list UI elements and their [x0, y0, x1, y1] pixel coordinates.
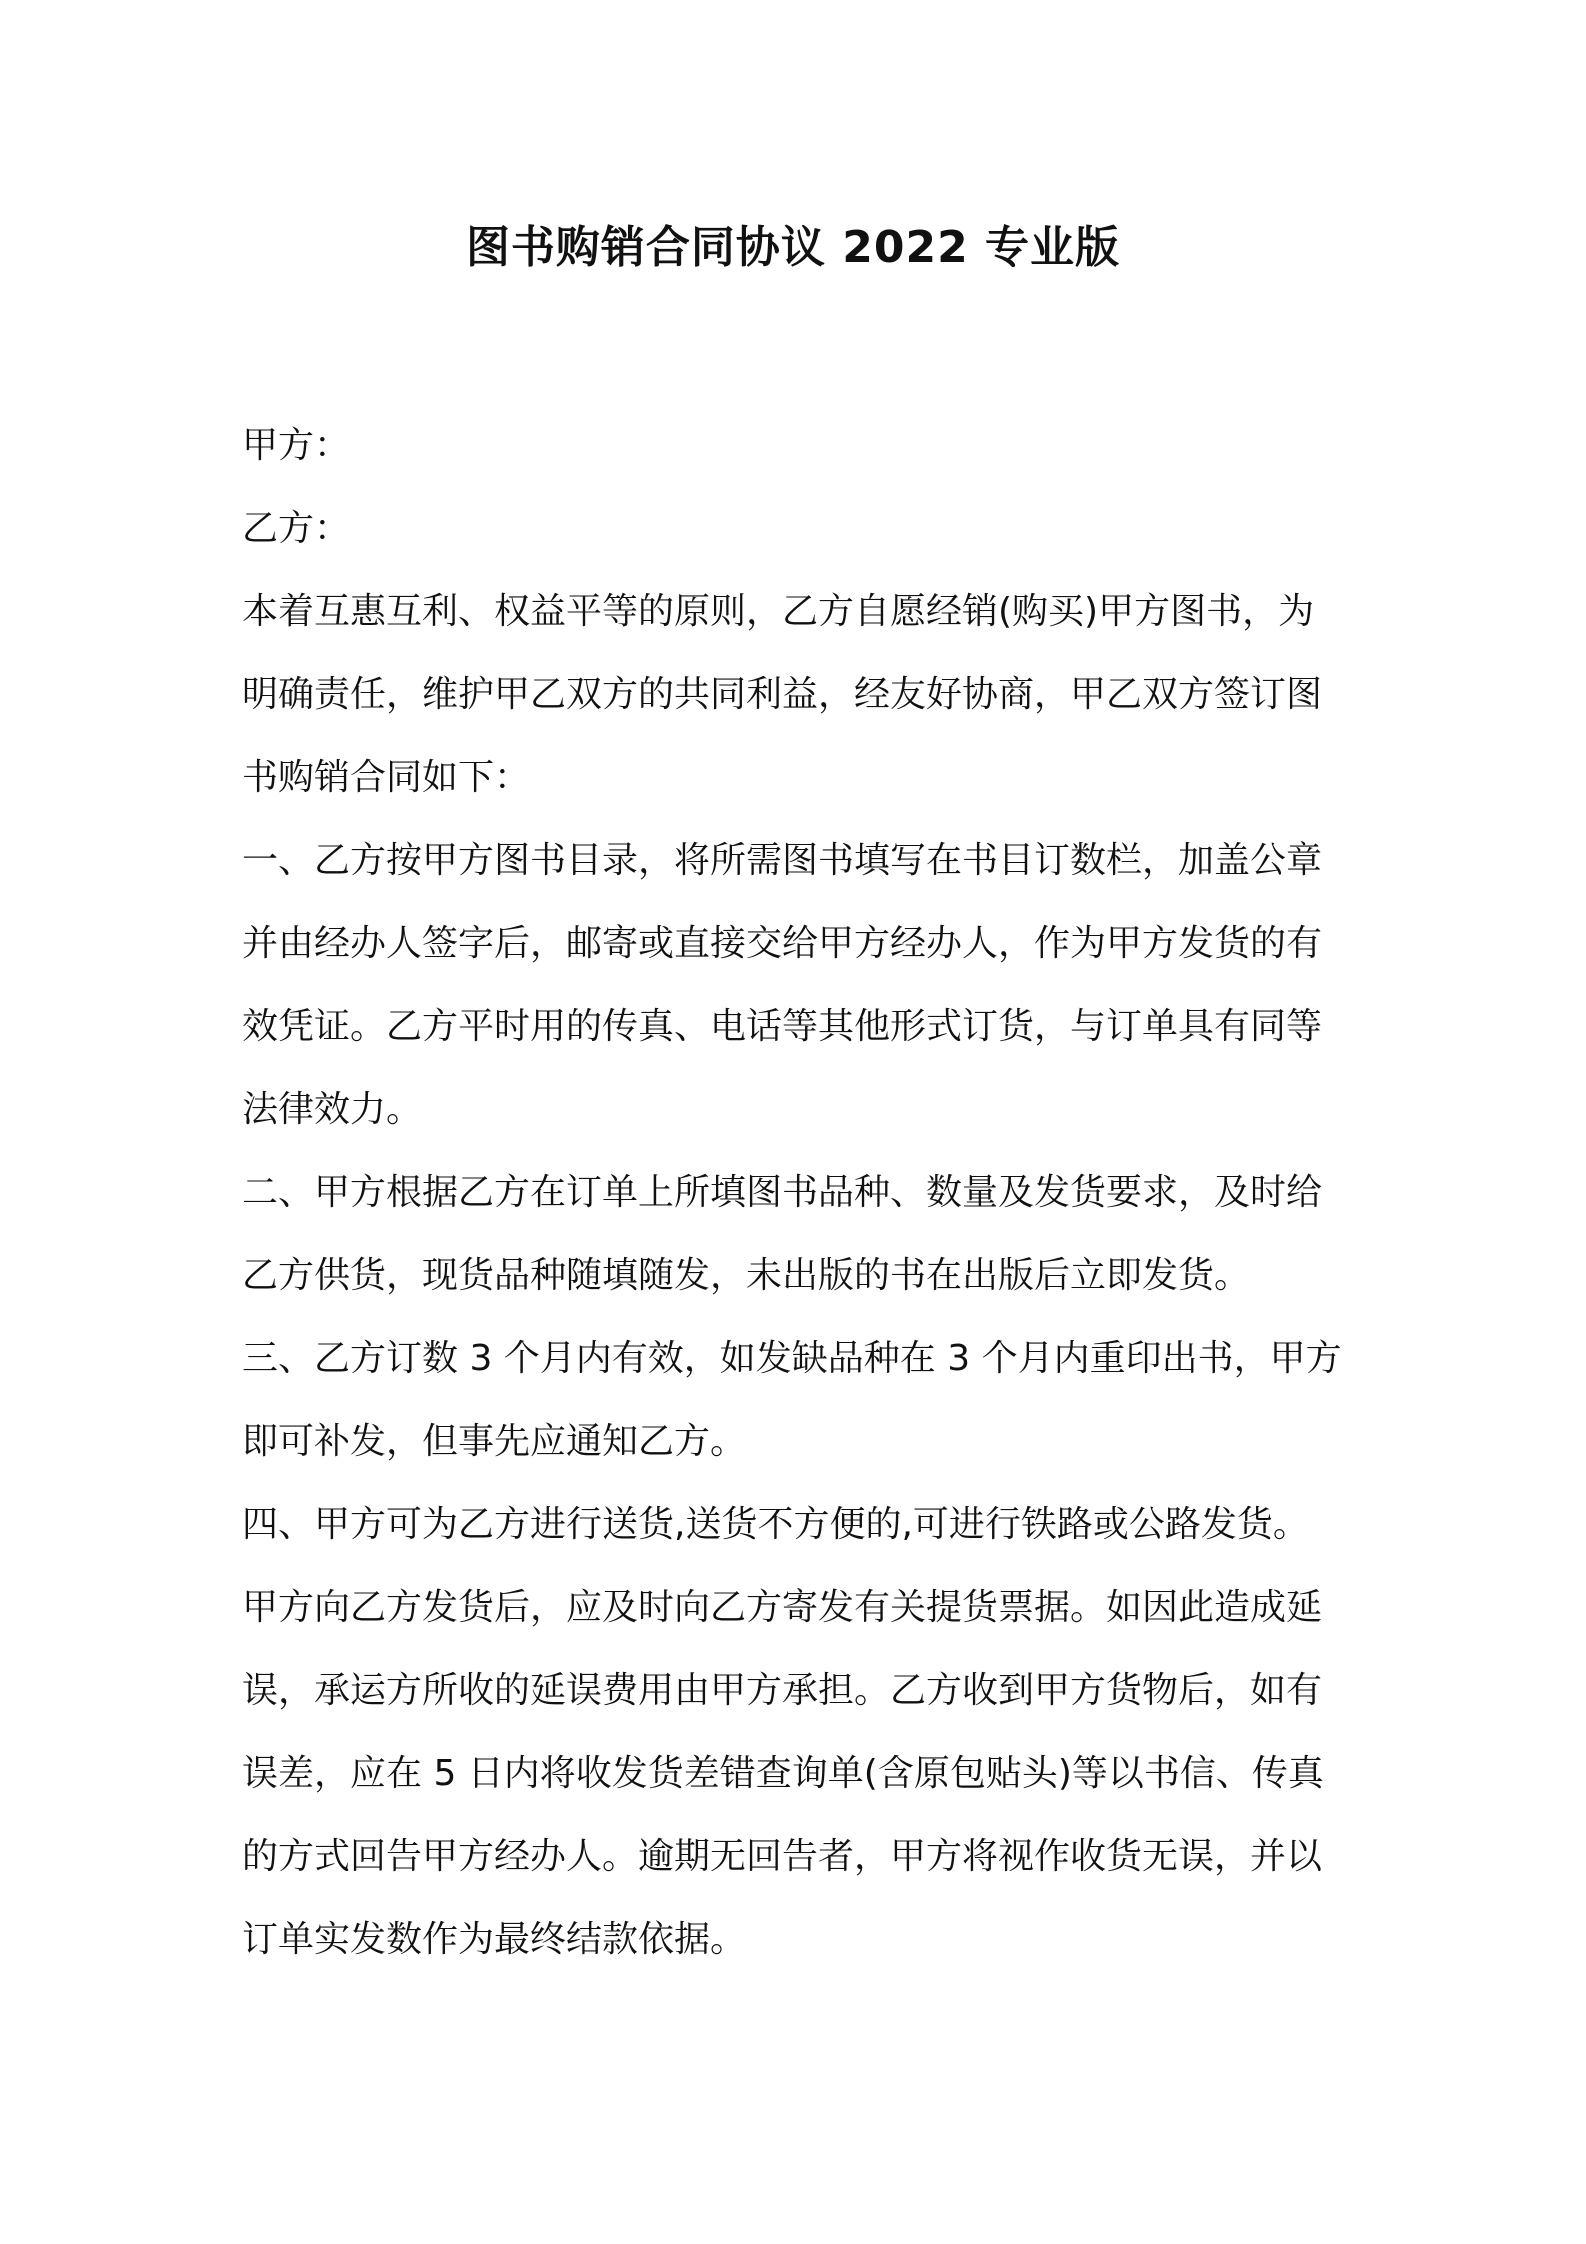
clause-2-line: 二、甲方根据乙方在订单上所填图书品种、数量及发货要求，及时给 — [242, 1172, 1323, 1213]
clause-1-line: 并由经办人签字后，邮寄或直接交给甲方经办人，作为甲方发货的有 — [242, 923, 1323, 964]
document-title: 图书购销合同协议 2022 专业版 — [465, 222, 1121, 273]
preamble-line: 书购销合同如下： — [242, 757, 531, 798]
clause-1-paragraph — [242, 819, 1360, 1151]
clause-4-line: 误差，应在 5 日内将收发货差错查询单(含原包贴头)等以书信、传真 — [242, 1753, 1324, 1794]
preamble-paragraph — [242, 570, 1360, 819]
party-b-label: 乙方： — [242, 508, 351, 549]
clause-3-line: 即可补发，但事先应通知乙方。 — [242, 1421, 747, 1462]
clause-1-line: 一、乙方按甲方图书目录，将所需图书填写在书目订数栏，加盖公章 — [242, 840, 1323, 881]
document-body — [242, 404, 1360, 1981]
clause-2-line: 乙方供货，现货品种随填随发，未出版的书在出版后立即发货。 — [242, 1255, 1251, 1296]
clause-1-line: 法律效力。 — [242, 1089, 423, 1130]
clause-3-line: 三、乙方订数 3 个月内有效，如发缺品种在 3 个月内重印出书，甲方 — [242, 1338, 1342, 1379]
clause-3-paragraph — [242, 1317, 1360, 1483]
clause-4-paragraph — [242, 1483, 1360, 1981]
clause-4-line: 的方式回告甲方经办人。逾期无回告者，甲方将视作收货无误，并以 — [242, 1836, 1323, 1877]
clause-1-line: 效凭证。乙方平时用的传真、电话等其他形式订货，与订单具有同等 — [242, 1006, 1323, 1047]
clause-4-line: 甲方向乙方发货后，应及时向乙方寄发有关提货票据。如因此造成延 — [242, 1587, 1323, 1628]
clause-2-paragraph — [242, 1151, 1360, 1317]
party-a-label: 甲方： — [242, 425, 351, 466]
clause-4-line: 四、甲方可为乙方进行送货,送货不方便的,可进行铁路或公路发货。 — [242, 1504, 1309, 1545]
preamble-line: 本着互惠互利、权益平等的原则，乙方自愿经销(购买)甲方图书，为 — [242, 591, 1315, 632]
preamble-line: 明确责任，维护甲乙双方的共同利益，经友好协商，甲乙双方签订图 — [242, 674, 1323, 715]
clause-4-line: 订单实发数作为最终结款依据。 — [242, 1919, 747, 1960]
clause-4-line: 误，承运方所收的延误费用由甲方承担。乙方收到甲方货物后，如有 — [242, 1670, 1323, 1711]
